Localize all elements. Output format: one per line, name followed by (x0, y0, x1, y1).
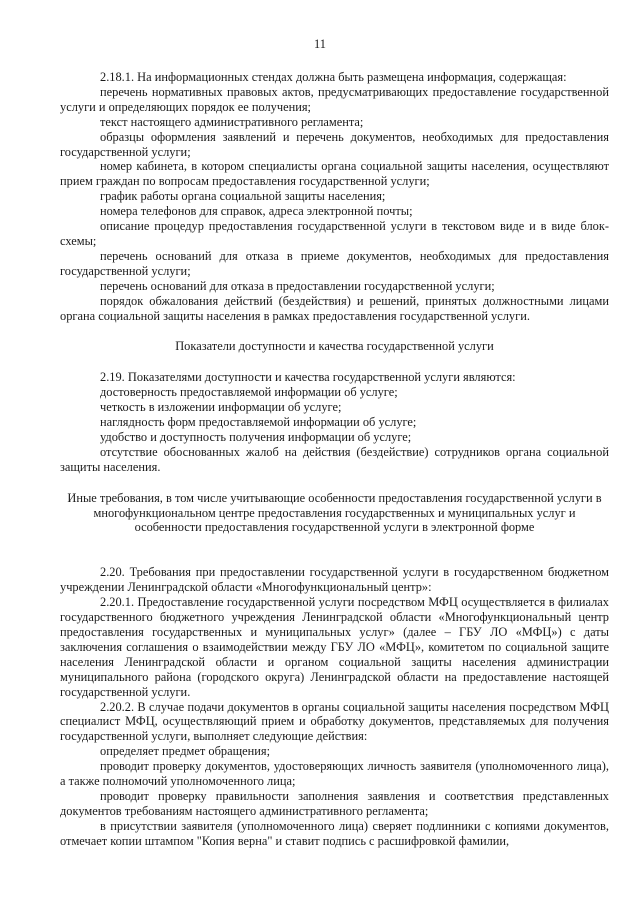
list-item: перечень оснований для отказа в приеме документов, необходимых для предоставления государственной услуги; (60, 248, 609, 278)
list-item: перечень оснований для отказа в предоставлении государственной услуги; (100, 278, 495, 293)
paragraph-2-20-2: 2.20.2. В случае подачи документов в органы социальной защиты населения посредством МФЦ специалист МФЦ, осуществляющий прием и обработку документов, представляемых для получения государственной услуги, выполняет следующие действия: (60, 699, 609, 744)
page-number: 11 (314, 37, 326, 51)
list-item: текст настоящего административного регламента; (100, 114, 364, 129)
list-item: образцы оформления заявлений и перечень документов, необходимых для предоставления государственной услуги; (60, 129, 609, 159)
list-item: удобство и доступность получения информации об услуге; (100, 429, 412, 444)
heading-other-requirements: Иные требования, в том числе учитывающие особенности предоставления государственной услуги в многофункциональном центре предоставления государственных и муниципальных услуг и особенности предоставления государственной услуги в электронной форме (67, 490, 602, 535)
paragraph-2-18-1: 2.18.1. На информационных стендах должна быть размещена информация, содержащая: (100, 70, 567, 84)
list-item: описание процедур предоставления государственной услуги в текстовом виде и в виде блок-схемы; (60, 219, 609, 248)
list-item: порядок обжалования действий (бездействия) и решений, принятых должностными лицами органа социальной защиты населения в рамках предоставления государственной услуги. (60, 293, 609, 323)
paragraph-2-20-1: 2.20.1. Предоставление государственной услуги посредством МФЦ осуществляется в филиалах государственного бюджетного учреждения Ленинградской области «Многофункциональный центр предоставления государственных и муниципальных услуг» (далее – ГБУ ЛО «МФЦ») с даты заключения соглашения о взаимодействии между ГБУ ЛО «МФЦ», комитетом по социальной защите населения Ленинградской области и органом социальной защиты населения администрации муниципального района (городского округа) Ленинградской области на предоставление настоящей государственной услуги. (60, 595, 609, 699)
list-item: номер кабинета, в котором специалисты органа социальной защиты населения, осуществляют прием граждан по вопросам предоставления государственной услуги; (60, 159, 609, 189)
list-item: проводит проверку документов, удостоверяющих личность заявителя (уполномоченного лица), а также полномочий уполномоченного лица; (60, 759, 609, 789)
document-body (60, 70, 609, 849)
section-2-18 (60, 70, 609, 323)
list-item: перечень нормативных правовых актов, предусматривающих предоставление государственной услуги и определяющих порядок ее получения; (60, 84, 609, 114)
list-item: номера телефонов для справок, адреса электронной почты; (100, 204, 413, 219)
list-item: проводит проверку правильности заполнения заявления и соответствия представленных документов требованиям настоящего административного регламента; (60, 788, 609, 818)
paragraph-2-20: 2.20. Требования при предоставлении государственной услуги в государственном бюджетном учреждении Ленинградской области «Многофункциональный центр»: (60, 565, 609, 595)
list-item: наглядность форм предоставляемой информации об услуге; (100, 415, 417, 430)
section-2-19 (60, 370, 609, 474)
list-item: отсутствие обоснованных жалоб на действия (бездействие) сотрудников органа социальной защиты населения. (60, 444, 609, 474)
section-2-20 (60, 565, 609, 848)
list-item: определяет предмет обращения; (100, 744, 271, 759)
list-item: достоверность предоставляемой информации об услуге; (100, 385, 398, 400)
paragraph-2-19: 2.19. Показателями доступности и качества государственной услуги являются: (100, 370, 516, 385)
heading-accessibility: Показатели доступности и качества государственной услуги (175, 339, 494, 354)
list-item: в присутствии заявителя (уполномоченного лица) сверяет подлинники с копиями документов, отмечает копии штампом "Копия верна" и ставит подпись с расшифровкой фамилии, (60, 818, 609, 848)
list-item: четкость в изложении информации об услуге; (100, 400, 342, 415)
list-item: график работы органа социальной защиты населения; (100, 189, 386, 204)
